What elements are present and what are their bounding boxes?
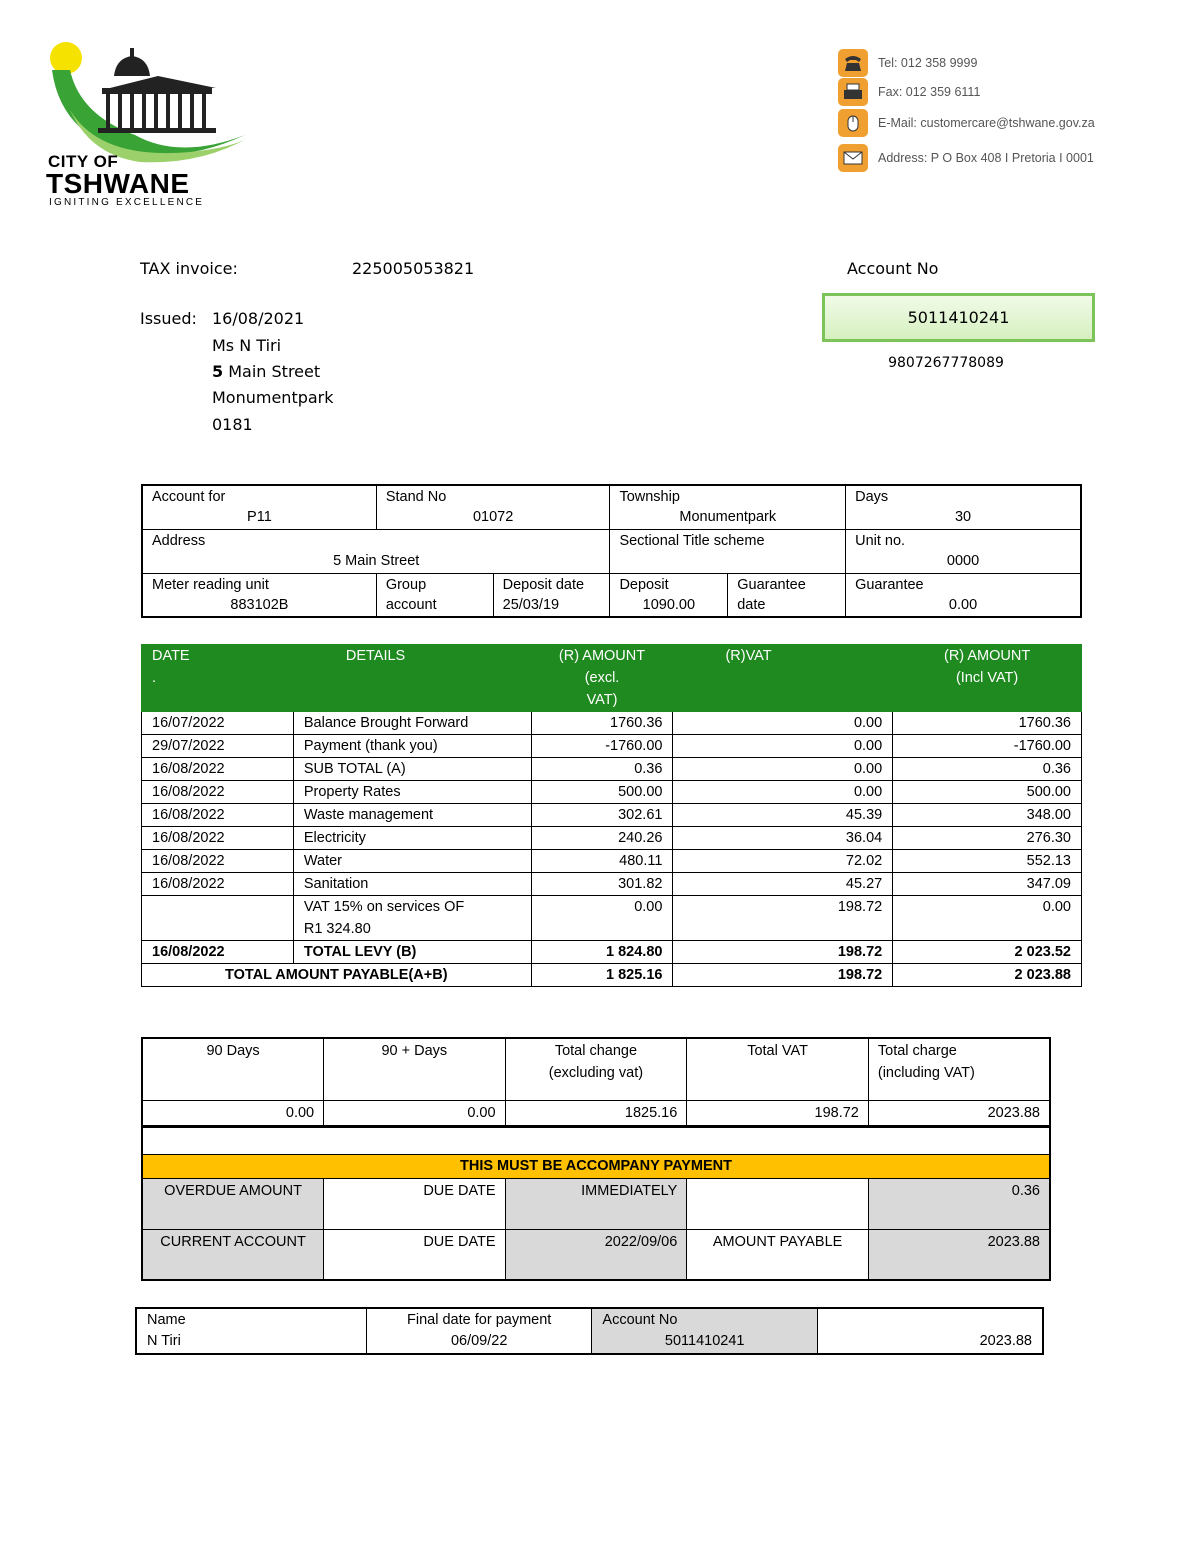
line-items-table xyxy=(141,644,1082,987)
logo-city-of: CITY OF xyxy=(48,152,119,171)
col-amount-excl: (R) AMOUNT (excl. VAT) xyxy=(531,645,673,712)
contact-address: Address: P O Box 408 I Pretoria I 0001 xyxy=(838,143,1138,173)
line-item-incl: 1760.36 xyxy=(893,712,1082,735)
total-excl-header: Total change (excluding vat) xyxy=(505,1038,687,1100)
account-no-box: 5011410241 xyxy=(822,293,1095,342)
recipient-name: Ms N Tiri xyxy=(212,336,282,355)
address-cell: Address 5 Main Street xyxy=(142,529,610,573)
line-item-details: Waste management xyxy=(293,804,531,827)
envelope-icon xyxy=(838,144,868,172)
group-cell: Group account xyxy=(376,573,493,617)
overdue-label: OVERDUE AMOUNT xyxy=(142,1178,324,1229)
guarantee-date-cell: Guarantee date xyxy=(728,573,846,617)
township-cell: Township Monumentpark xyxy=(610,485,846,529)
guarantee-cell: Guarantee 0.00 xyxy=(846,573,1081,617)
line-item-vat: 45.39 xyxy=(673,804,893,827)
logo-city-name: TSHWANE xyxy=(46,168,190,199)
slip-amount-cell: 2023.88 xyxy=(818,1308,1044,1354)
line-item-excl: 1760.36 xyxy=(531,712,673,735)
line-item-incl: 0.36 xyxy=(893,758,1082,781)
sectional-title-cell: Sectional Title scheme xyxy=(610,529,846,573)
line-item-excl: 301.82 xyxy=(531,873,673,896)
aging-90plus-header: 90 + Days xyxy=(324,1038,505,1100)
contact-tel: Tel: 012 358 9999 xyxy=(838,48,1138,78)
stand-no-cell: Stand No 01072 xyxy=(376,485,610,529)
contact-fax: Fax: 012 359 6111 xyxy=(838,77,1138,107)
slip-name-cell: Name N Tiri xyxy=(136,1308,366,1354)
line-item-date: 16/08/2022 xyxy=(142,827,294,850)
line-item-vat: 0.00 xyxy=(673,781,893,804)
slip-account-cell: Account No 5011410241 xyxy=(592,1308,818,1354)
tax-invoice-number: 225005053821 xyxy=(352,259,475,278)
line-item-excl: 302.61 xyxy=(531,804,673,827)
line-item-details: Water xyxy=(293,850,531,873)
deposit-date-cell: Deposit date 25/03/19 xyxy=(493,573,610,617)
line-item-incl: 552.13 xyxy=(893,850,1082,873)
unit-no-cell: Unit no. 0000 xyxy=(846,529,1081,573)
col-date: DATE . xyxy=(142,645,294,712)
line-item-vat: 45.27 xyxy=(673,873,893,896)
tax-invoice-label: TAX invoice: xyxy=(140,259,238,278)
issued-date: 16/08/2021 xyxy=(212,309,305,328)
account-for-cell: Account for P11 xyxy=(142,485,376,529)
line-item-date: 16/08/2022 xyxy=(142,850,294,873)
col-vat: (R)VAT xyxy=(673,645,893,712)
line-item-vat: 0.00 xyxy=(673,735,893,758)
logo-tagline: IGNITING EXCELLENCE xyxy=(49,197,205,208)
total-vat-header: Total VAT xyxy=(687,1038,869,1100)
line-item-vat: 36.04 xyxy=(673,827,893,850)
line-item-incl: 347.09 xyxy=(893,873,1082,896)
line-item-excl: 0.36 xyxy=(531,758,673,781)
issued-label: Issued: xyxy=(140,309,197,328)
total-payable-row: TOTAL AMOUNT PAYABLE(A+B) 1 825.16 198.72 2 023.88 xyxy=(142,964,1082,987)
line-item-excl: 500.00 xyxy=(531,781,673,804)
line-item-details: Balance Brought Forward xyxy=(293,712,531,735)
line-item-details: Payment (thank you) xyxy=(293,735,531,758)
line-item-date: 16/08/2022 xyxy=(142,804,294,827)
line-item-row xyxy=(142,873,1082,896)
line-item-row xyxy=(142,781,1082,804)
payment-banner: THIS MUST BE ACCOMPANY PAYMENT xyxy=(142,1154,1050,1178)
line-item-excl: -1760.00 xyxy=(531,735,673,758)
aging-summary-table: 90 Days 90 + Days Total change (excluding vat) Total VAT Total charge (including VAT) 0.00 0.00 1825.16 198.72 2023.88 THIS MUST BE ACCOMPANY PAYMENT OVERDUE AMOUNT DUE DATE IMMEDIATELY 0.36 CURRENT ACCOUNT DUE DATE 2022/09/06 AMOUNT PAYABLE 2023.88 xyxy=(141,1037,1051,1281)
line-item-incl: 276.30 xyxy=(893,827,1082,850)
line-item-row xyxy=(142,827,1082,850)
phone-icon xyxy=(838,49,868,77)
line-item-row xyxy=(142,758,1082,781)
line-item-row xyxy=(142,735,1082,758)
line-item-excl: 480.11 xyxy=(531,850,673,873)
line-item-date: 16/07/2022 xyxy=(142,712,294,735)
line-item-vat: 72.02 xyxy=(673,850,893,873)
current-account-label: CURRENT ACCOUNT xyxy=(142,1229,324,1280)
payment-slip-table xyxy=(135,1307,1044,1355)
line-item-incl: 348.00 xyxy=(893,804,1082,827)
meter-cell: Meter reading unit 883102B xyxy=(142,573,376,617)
deposit-cell: Deposit 1090.00 xyxy=(610,573,728,617)
recipient-street: 5 Main Street xyxy=(212,362,321,381)
line-item-row xyxy=(142,850,1082,873)
line-item-incl: -1760.00 xyxy=(893,735,1082,758)
line-item-incl: 500.00 xyxy=(893,781,1082,804)
recipient-postcode: 0181 xyxy=(212,415,253,434)
line-items-header xyxy=(142,645,1082,712)
recipient-suburb: Monumentpark xyxy=(212,388,334,407)
slip-final-date-cell: Final date for payment 06/09/22 xyxy=(366,1308,592,1354)
total-incl-header: Total charge (including VAT) xyxy=(868,1038,1050,1100)
current-due-date: 2022/09/06 xyxy=(505,1229,687,1280)
contact-email: E-Mail: customercare@tshwane.gov.za xyxy=(838,108,1138,138)
overdue-amount: 0.36 xyxy=(868,1178,1050,1229)
line-item-details: Sanitation xyxy=(293,873,531,896)
days-cell: Days 30 xyxy=(846,485,1081,529)
mouse-icon xyxy=(838,109,868,137)
line-item-details: Electricity xyxy=(293,827,531,850)
account-no-label: Account No xyxy=(847,259,939,278)
line-item-excl: 240.26 xyxy=(531,827,673,850)
line-item-details: SUB TOTAL (A) xyxy=(293,758,531,781)
line-item-row xyxy=(142,804,1082,827)
line-item-vat: 0.00 xyxy=(673,712,893,735)
line-item-row xyxy=(142,712,1082,735)
line-item-details: Property Rates xyxy=(293,781,531,804)
col-amount-incl: (R) AMOUNT (Incl VAT) xyxy=(893,645,1082,712)
line-item-date: 29/07/2022 xyxy=(142,735,294,758)
line-item-vat: 0.00 xyxy=(673,758,893,781)
line-item-date: 16/08/2022 xyxy=(142,781,294,804)
line-item-date: 16/08/2022 xyxy=(142,758,294,781)
account-info-table xyxy=(141,484,1082,618)
reference-number: 9807267778089 xyxy=(888,355,1004,371)
col-details: DETAILS xyxy=(293,645,531,712)
total-levy-row: 16/08/2022 TOTAL LEVY (B) 1 824.80 198.72 2 023.52 xyxy=(142,941,1082,964)
current-amount: 2023.88 xyxy=(868,1229,1050,1280)
fax-icon xyxy=(838,78,868,106)
aging-90-days-header: 90 Days xyxy=(142,1038,324,1100)
line-item-date: 16/08/2022 xyxy=(142,873,294,896)
vat-row: VAT 15% on services OF R1 324.80 0.00 198.72 0.00 xyxy=(142,896,1082,941)
